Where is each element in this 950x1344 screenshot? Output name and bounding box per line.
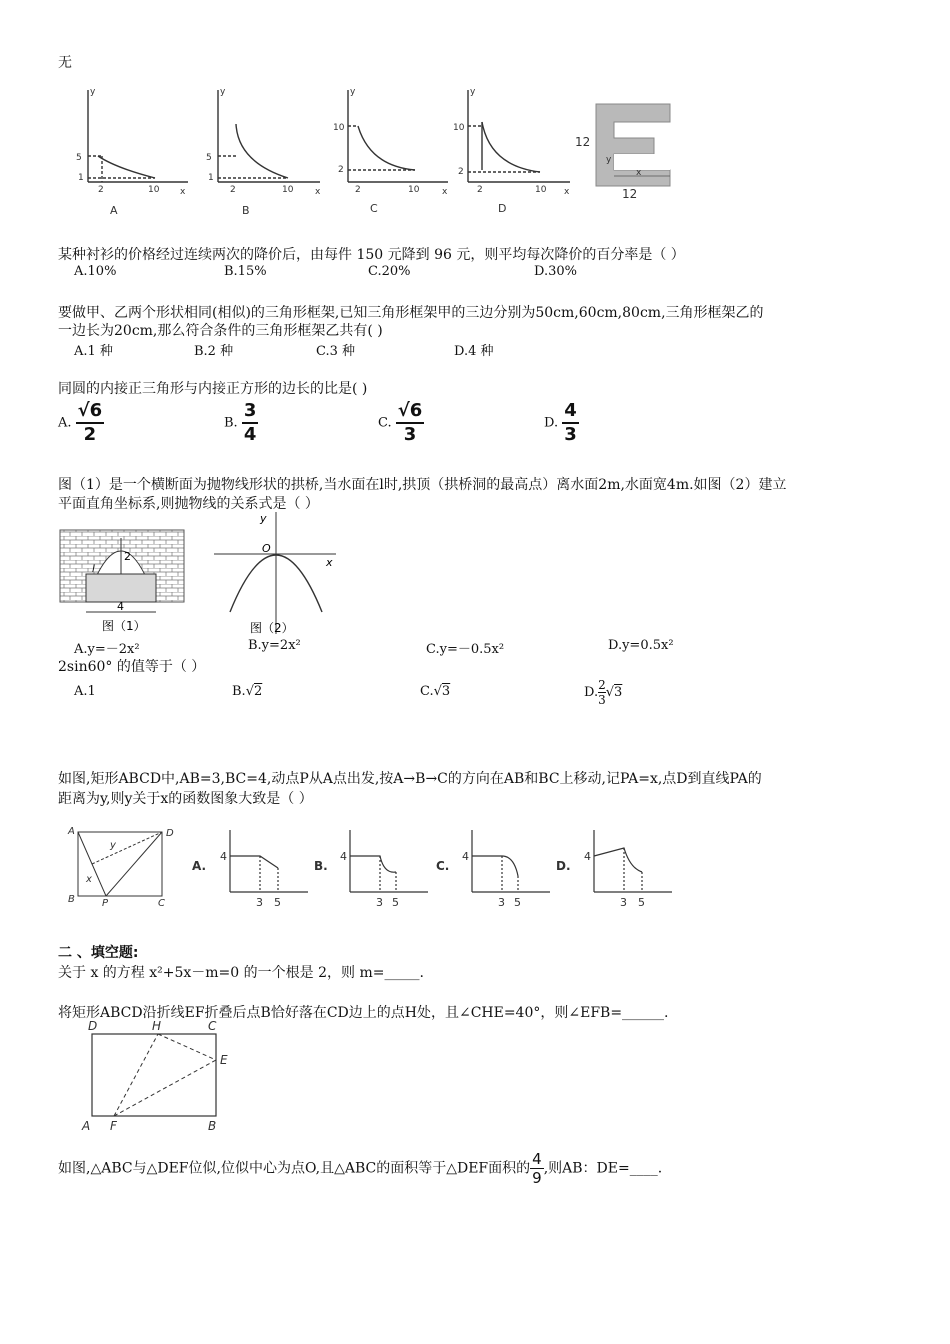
question-3-stem: 同圆的内接正三角形与内接正方形的边长的比是( )	[58, 381, 368, 397]
svg-text:P: P	[102, 898, 109, 908]
svg-text:2: 2	[338, 165, 344, 175]
svg-text:y: y	[110, 840, 116, 851]
q1-option-b[interactable]: B.15%	[224, 264, 267, 279]
section-title-fill-in: 二 、填空题:	[58, 945, 139, 961]
svg-text:F: F	[110, 1119, 117, 1133]
svg-text:2: 2	[477, 185, 483, 195]
svg-text:4: 4	[462, 850, 469, 863]
q3-option-a[interactable]: A. $\frac{√6}{2}$	[58, 400, 103, 445]
fraction: $\frac{3}{4}$	[243, 400, 257, 445]
question-5-stem: 2sin60° 的值等于（ ）	[58, 659, 206, 675]
svg-text:C: C	[158, 898, 165, 908]
svg-text:O: O	[262, 542, 271, 555]
q3-option-c[interactable]: C. $\frac{√6}{3}$	[378, 400, 423, 445]
q3-option-d[interactable]: D. $\frac{4}{3}$	[544, 400, 577, 445]
svg-text:y: y	[350, 87, 356, 97]
figure-2-caption: 图（2）	[250, 621, 294, 635]
svg-text:1: 1	[208, 173, 214, 183]
question-6-stem-line2: 距离为y,则y关于x的函数图象大致是（ ）	[58, 791, 313, 807]
graph-label-d: D	[498, 202, 507, 215]
svg-text:l: l	[92, 564, 95, 575]
parabola-figure-2	[214, 508, 344, 638]
q5-option-d[interactable]: D. $\frac{2}{3}$ √3	[584, 678, 623, 707]
svg-text:B: B	[208, 1119, 217, 1133]
q1-option-c[interactable]: C.20%	[368, 264, 411, 279]
svg-text:D: D	[88, 1019, 98, 1033]
svg-text:A.: A.	[192, 859, 207, 873]
svg-text:5: 5	[514, 896, 521, 909]
svg-text:5: 5	[274, 896, 281, 909]
svg-text:x: x	[636, 168, 642, 178]
svg-text:5: 5	[392, 896, 399, 909]
function-graphs-abcd	[70, 82, 590, 222]
svg-text:3: 3	[256, 896, 263, 909]
fraction: $\frac{4}{3}$	[564, 400, 577, 445]
svg-text:10: 10	[453, 123, 465, 133]
svg-text:y: y	[606, 155, 612, 165]
question-6-stem-line1: 如图,矩形ABCD中,AB=3,BC=4,动点P从A点出发,按A→B→C的方向在AB和BC上移动,记PA=x,点D到直线PA的	[58, 771, 762, 787]
q2-option-d[interactable]: D.4 种	[454, 344, 494, 359]
svg-text:x: x	[442, 187, 448, 197]
svg-text:4: 4	[584, 850, 591, 863]
graph-label-a: A	[110, 204, 118, 217]
svg-text:12: 12	[575, 135, 591, 149]
svg-text:x: x	[326, 556, 333, 569]
folded-rectangle-figure	[80, 1016, 240, 1134]
svg-text:5: 5	[206, 153, 212, 163]
q4-option-a[interactable]: A.y=－2x²	[74, 642, 140, 657]
question-7-stem: 关于 x 的方程 x²+5x－m=0 的一个根是 2，则 m=_____.	[58, 965, 424, 981]
q2-option-c[interactable]: C.3 种	[316, 344, 356, 359]
question-8-stem: 将矩形ABCD沿折线EF折叠后点B恰好落在CD边上的点H处，且∠CHE=40°，则∠EFB=______.	[58, 1005, 669, 1021]
q5-option-c[interactable]: C.√3	[420, 684, 451, 699]
question-4-stem-line1: 图（1）是一个横断面为抛物线形状的拱桥,当水面在l时,拱顶（拱桥洞的最高点）离水面2m,水面宽4m.如图（2）建立	[58, 477, 787, 493]
svg-text:x: x	[564, 187, 570, 197]
prev-answer-text: 无	[58, 55, 72, 71]
q3-option-b[interactable]: B. $\frac{3}{4}$	[224, 400, 257, 445]
svg-text:x: x	[315, 187, 321, 197]
svg-text:3: 3	[498, 896, 505, 909]
svg-text:5: 5	[638, 896, 645, 909]
graph-label-b: B	[242, 204, 250, 217]
q5-option-b[interactable]: B.√2	[232, 684, 263, 699]
svg-text:H: H	[152, 1019, 162, 1033]
svg-text:x: x	[180, 187, 186, 197]
figure-1-caption: 图（1）	[102, 619, 146, 633]
q2-option-b[interactable]: B.2 种	[194, 344, 234, 359]
rectangle-abcd-figure	[62, 824, 182, 908]
q1-option-a[interactable]: A.10%	[74, 264, 117, 279]
svg-text:4: 4	[220, 850, 227, 863]
svg-text:4: 4	[117, 600, 124, 613]
question-1-stem: 某种衬衫的价格经过连续两次的降价后，由每件 150 元降到 96 元，则平均每次降价的百分率是（ ）	[58, 247, 685, 263]
svg-text:10: 10	[282, 185, 294, 195]
q1-option-d[interactable]: D.30%	[534, 264, 577, 279]
svg-text:10: 10	[148, 185, 160, 195]
q5-option-a[interactable]: A.1	[74, 684, 96, 699]
svg-text:B.: B.	[314, 859, 328, 873]
svg-text:3: 3	[376, 896, 383, 909]
svg-text:2: 2	[124, 550, 131, 563]
svg-text:y: y	[220, 87, 226, 97]
question-9-stem: 如图,△ABC与△DEF位似,位似中心为点O,且△ABC的面积等于△DEF面积的 $\frac{4}{9}$ ,则AB：DE=____.	[58, 1150, 663, 1187]
svg-text:D: D	[166, 828, 174, 839]
question-4-stem-line2: 平面直角坐标系,则抛物线的关系式是（ ）	[58, 496, 319, 512]
svg-text:C.: C.	[436, 859, 450, 873]
q4-option-b[interactable]: B.y=2x²	[248, 638, 301, 653]
q4-option-c[interactable]: C.y=－0.5x²	[426, 642, 505, 657]
svg-text:2: 2	[458, 167, 464, 177]
q2-option-a[interactable]: A.1 种	[74, 344, 113, 359]
question-2-stem-line2: 一边长为20cm,那么符合条件的三角形框架乙共有( )	[58, 323, 383, 339]
graph-label-c: C	[370, 202, 378, 215]
e-shape-figure	[570, 100, 680, 210]
svg-text:2: 2	[98, 185, 104, 195]
svg-text:y: y	[90, 87, 96, 97]
svg-text:2: 2	[230, 185, 236, 195]
svg-text:10: 10	[333, 123, 345, 133]
svg-text:2: 2	[355, 185, 361, 195]
question-2-stem-line1: 要做甲、乙两个形状相同(相似)的三角形框架,已知三角形框架甲的三边分别为50cm,60cm,80cm,三角形框架乙的	[58, 305, 764, 321]
fraction: $\frac{√6}{3}$	[397, 400, 423, 445]
svg-text:y: y	[470, 87, 476, 97]
svg-text:A: A	[82, 1119, 91, 1133]
fraction: $\frac{√6}{2}$	[77, 400, 103, 445]
svg-text:1: 1	[78, 173, 84, 183]
svg-text:y: y	[260, 512, 267, 525]
svg-text:A: A	[68, 826, 75, 837]
svg-text:12: 12	[622, 187, 638, 201]
answer-graphs-q6	[190, 822, 690, 912]
svg-text:4: 4	[340, 850, 347, 863]
svg-text:x: x	[86, 874, 92, 885]
svg-text:C: C	[208, 1019, 217, 1033]
svg-text:10: 10	[408, 185, 420, 195]
svg-text:3: 3	[620, 896, 627, 909]
svg-text:10: 10	[535, 185, 547, 195]
svg-text:B: B	[68, 894, 75, 905]
svg-text:5: 5	[76, 153, 82, 163]
svg-text:E: E	[220, 1053, 228, 1067]
q4-option-d[interactable]: D.y=0.5x²	[608, 638, 674, 653]
svg-text:D.: D.	[556, 859, 571, 873]
bridge-figure-1	[58, 520, 188, 640]
